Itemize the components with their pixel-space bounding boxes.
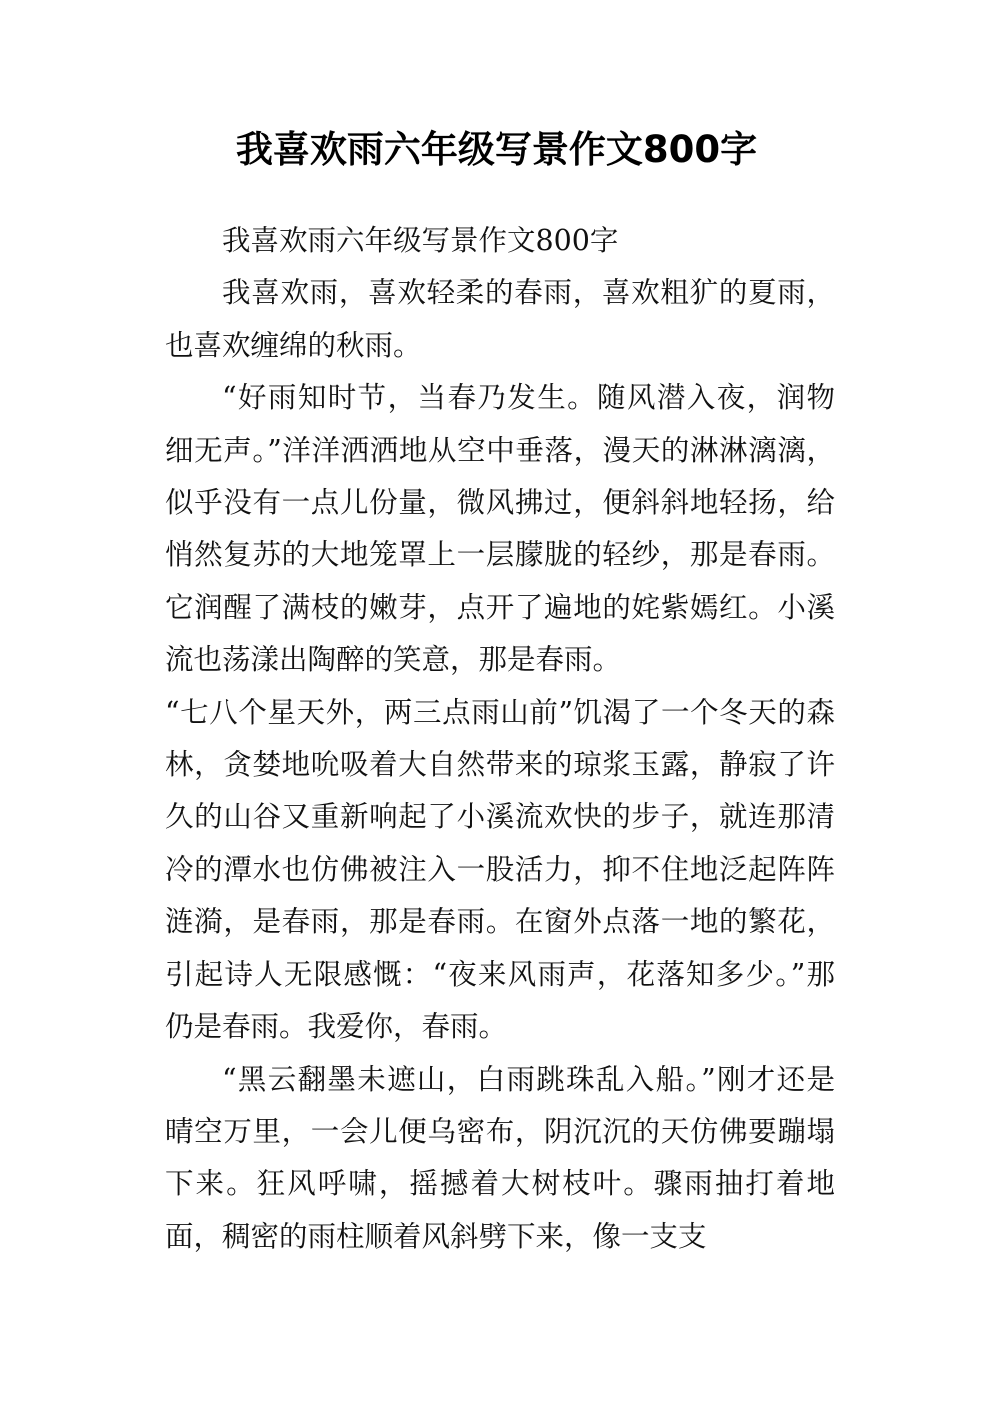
paragraph-spring-rain-2: “七八个星天外，两三点雨山前”饥渴了一个冬天的森林，贪婪地吮吸着大自然带来的琼浆玉露，静寂了许久的山谷又重新响起了小溪流欢快的步子，就连那清冷的潭水也仿佛被注入一股活力，抑不住地泛起阵阵涟漪，是春雨，那是春雨。在窗外点落一地的繁花，引起诗人无限感慨：“夜来风雨声，花落知多少。”那仍是春雨。我爱你，春雨。	[165, 695, 835, 1044]
document-title: 我喜欢雨六年级写景作文800字	[235, 128, 758, 171]
paragraph-summer-rain: “黑云翻墨未遮山，白雨跳珠乱入船。”刚才还是晴空万里，一会儿便乌密布，阴沉沉的天仿佛要蹦塌下来。狂风呼啸，摇撼着大树枝叶。骤雨抽打着地面，稠密的雨柱顺着风斜劈下来，像一支支	[165, 1062, 835, 1253]
paragraph-subtitle: 我喜欢雨六年级写景作文800字	[222, 224, 619, 257]
paragraph-intro: 我喜欢雨，喜欢轻柔的春雨，喜欢粗犷的夏雨，也喜欢缠绵的秋雨。	[165, 276, 835, 362]
document-body	[165, 215, 835, 1263]
paragraph-spring-rain-1: “好雨知时节，当春乃发生。随风潜入夜，润物细无声。”洋洋洒洒地从空中垂落，漫天的淋淋漓漓，似乎没有一点儿份量，微风拂过，便斜斜地轻扬，给悄然复苏的大地笼罩上一层朦胧的轻纱，那是春雨。它润醒了满枝的嫩芽，点开了遍地的姹紫嫣红。小溪流也荡漾出陶醉的笑意，那是春雨。	[165, 381, 835, 677]
